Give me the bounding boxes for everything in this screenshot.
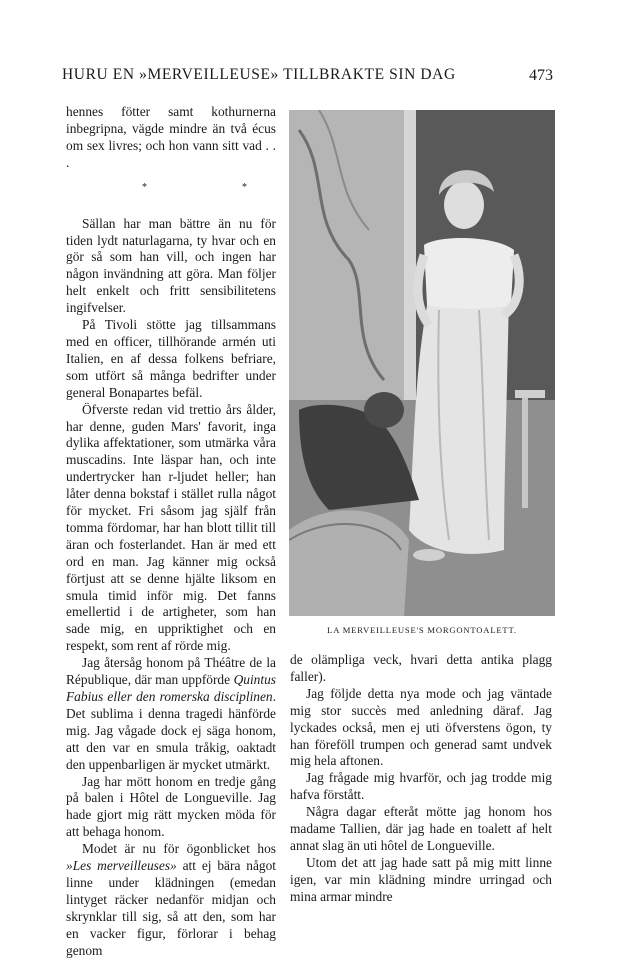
illustration-drawing xyxy=(289,110,555,616)
chair-leg xyxy=(522,398,528,508)
paragraph-text: Modet är nu för ögonblicket hos xyxy=(82,841,276,857)
paragraph: Några dagar efteråt mötte jag honom hos madame Tallien, där jag hade en toalett af helt annat slag än uti hôtel de Longueville. xyxy=(290,804,552,853)
paragraph: På Tivoli stötte jag tillsammans med en officer, tillhörande armén uti Italien, en af dessa folkens befriare, som utfört så många bedrifter under general Bonapartes befäl. xyxy=(66,317,276,400)
paragraph xyxy=(66,841,276,959)
play-title: Quintus Fabius eller den romerska disciplinen xyxy=(66,672,276,704)
italic-term: »Les merveilleuses» xyxy=(66,858,177,874)
paragraph-text: att ej bära något linne under klädningen (emedan lintyget räcker nedanför midjan och skrynklar till sig, så att den, som har en vacker figur, förlorar i behag genom xyxy=(66,858,277,958)
illustration xyxy=(289,110,555,616)
paragraph: Sällan har man bättre än nu för tiden lydt naturlagarna, ty hvar och en gör så som han vill, och ingen har någon invändning att göra. Man följer helt enkelt och fritt sensibilitetens ingifvelser. xyxy=(66,215,276,316)
paragraph: Utom det att jag hade satt på mig mitt linne igen, var min klädning mindre urringad och mina armar mindre xyxy=(290,854,552,904)
kneeling-figure-head xyxy=(364,392,404,428)
paragraph: Öfverste redan vid trettio års ålder, har denne, guden Mars' favorit, inga dylika affektationer, som utmärka våra muscadins. Inte läspar han, och inte undertrycker han r-ljudet heller; han låter denna bokstaf i stället rulla något för mycket. Fri såsom jag själf från tomma fördomar, har han blott tillit till äran och fosterlandet. Han är med ett ord en man. Jag känner mig också förtjust att se denne hjälte liksom en smula timid inför mig. Det fanns emellertid i de artigheter, som han sade mig, en uppriktighet och en respekt, som rent af rörde mig. xyxy=(66,401,276,654)
section-separator xyxy=(66,172,276,216)
running-title: HURU EN »MERVEILLEUSE» TILLBRAKTE SIN DAG xyxy=(62,66,456,83)
left-column xyxy=(66,104,276,960)
foot xyxy=(413,549,445,561)
paragraph-text: Jag återsåg honom på Théâtre de la République, där man uppförde xyxy=(66,655,276,688)
page-number: 473 xyxy=(529,67,553,84)
head xyxy=(444,181,484,229)
separator-star: * xyxy=(142,181,147,193)
right-column xyxy=(290,652,552,906)
paragraph: Jag frågade mig hvarför, och jag trodde mig hafva förstått. xyxy=(290,770,552,803)
paragraph: Jag har mött honom en tredje gång på balen i Hôtel de Longueville. Jag hade gjort mig rätt mycken möda för att behaga honom. xyxy=(66,773,276,840)
pilaster xyxy=(404,110,416,400)
figure-caption: LA MERVEILLEUSE'S MORGONTOALETT. xyxy=(327,625,517,635)
paragraph: Jag följde detta nya mode och jag väntade mig stor succès med anledning däraf. Jag lyckades också, men ej uti öfverstens ögon, ty han föreföll trumpen och generad samt undvek mig hela aftonen. xyxy=(290,685,552,769)
stool xyxy=(289,510,409,616)
marble-panel xyxy=(289,110,404,410)
page-header xyxy=(0,66,640,90)
paragraph: hennes fötter samt kothurnerna inbegripna, vägde mindre än två écus om sex livres; och hon vann sitt vad . . . xyxy=(66,104,276,170)
dress xyxy=(409,295,509,554)
paragraph: de olämpliga veck, hvari detta antika plagg faller). xyxy=(290,652,552,684)
paragraph xyxy=(66,655,276,773)
paragraph-text: . Det sublima i denna tragedi hänförde mig. Jag vågade dock ej säga honom, att den var en smula tråkig, oaktadt den uppenbarligen är mycket utmärkt. xyxy=(66,689,276,772)
chair xyxy=(515,390,545,398)
separator-star: * xyxy=(242,181,247,193)
bodice xyxy=(424,238,514,309)
